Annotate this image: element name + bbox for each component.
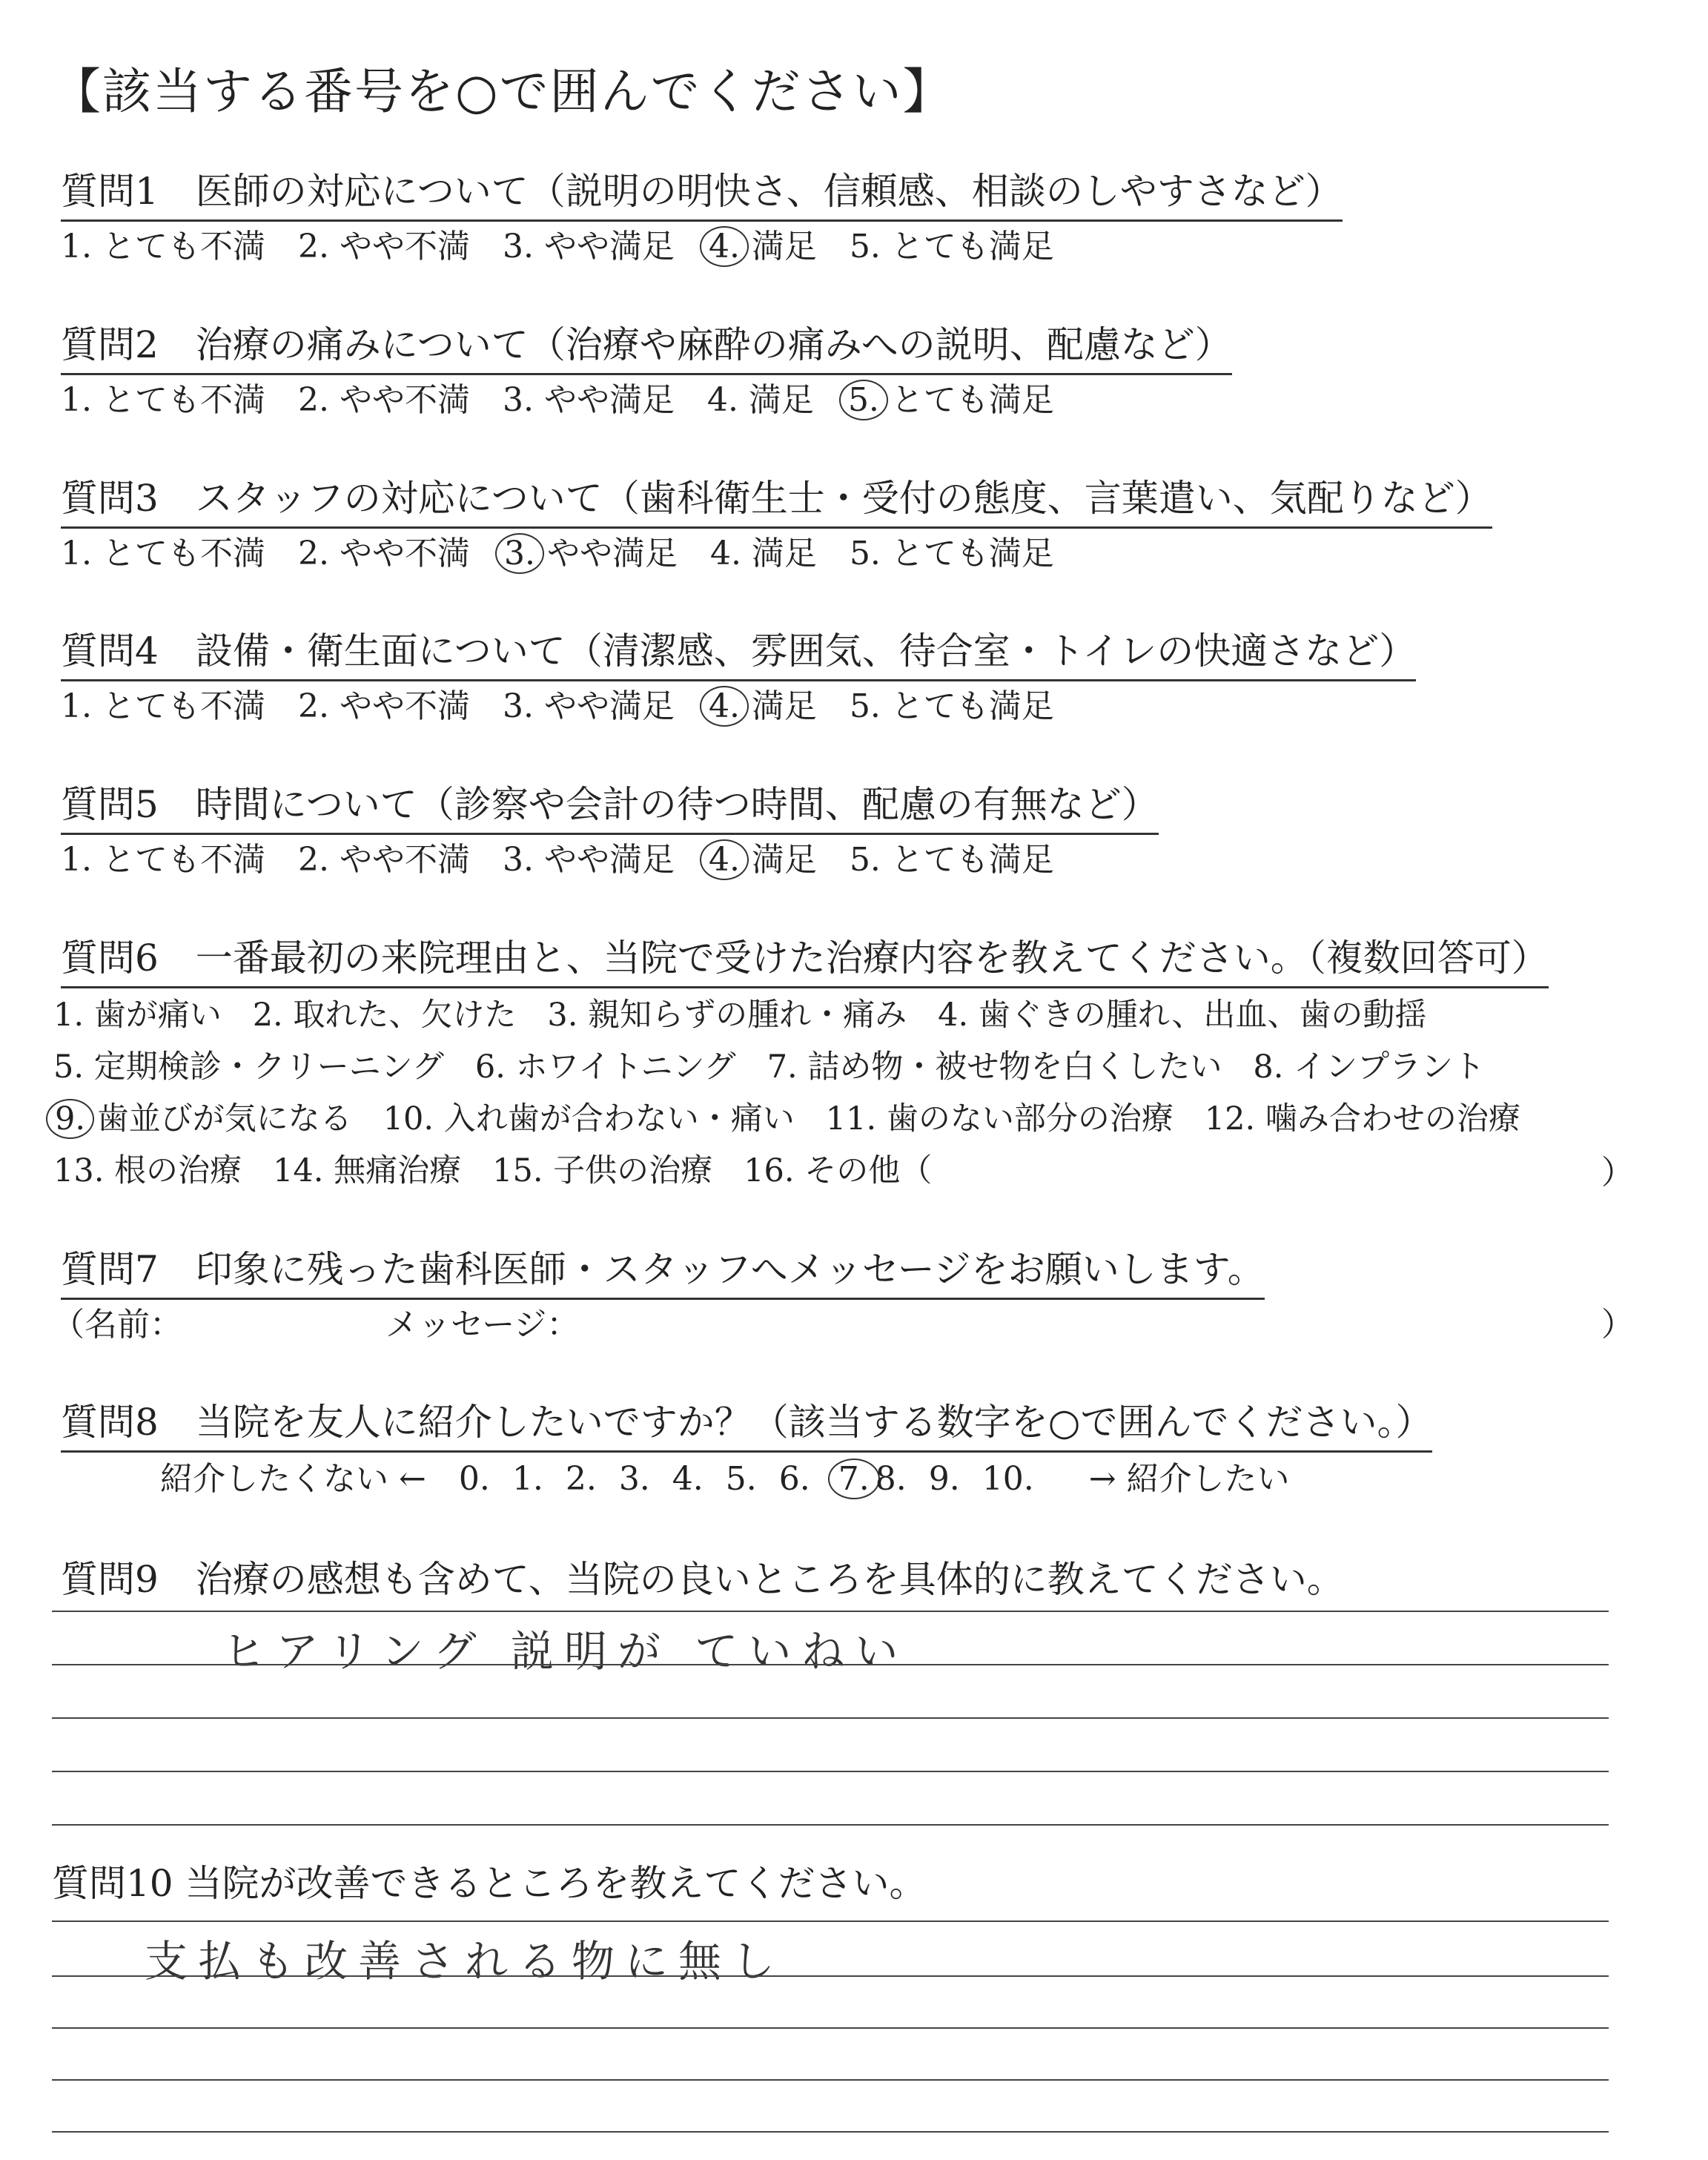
reason-option[interactable]: 1. 歯が痛い (53, 997, 222, 1034)
recommend-scale-value[interactable]: 1. (512, 1460, 543, 1498)
rating-option[interactable]: 3. やや満足 (502, 841, 675, 879)
rating-option[interactable]: 3. やや満足 (502, 381, 675, 419)
question-9-handwritten-answer: ヒアリング 説明が ていねい (222, 1626, 909, 1677)
question-6-label: 質問6 一番最初の来院理由と、当院で受けた治療内容を教えてください。（複数回答可） (61, 928, 1549, 988)
rating-option[interactable]: 5. とても満足 (849, 228, 1054, 265)
reason-option[interactable]: 8. インプラント (1253, 1048, 1486, 1086)
reason-option[interactable]: 10. 入れ歯が合わない・痛い (383, 1100, 795, 1137)
recommend-scale-value[interactable]: 6. (778, 1460, 810, 1498)
recommend-scale-value[interactable]: 4. (672, 1460, 704, 1498)
rating-option[interactable]: 1. とても不満 (61, 687, 265, 725)
question-8-left-label: 紹介したくない ← (160, 1460, 426, 1498)
reason-option[interactable]: 13. 根の治療 (53, 1152, 242, 1189)
question-3-label: 質問3 スタッフの対応について（歯科衛生士・受付の態度、言葉遣い、気配りなど） (61, 469, 1492, 529)
rating-option[interactable]: 3. やや満足 (502, 687, 675, 725)
reason-option[interactable]: 16. その他（ (744, 1152, 933, 1189)
recommend-scale-value[interactable]: 10. (982, 1460, 1034, 1498)
reason-option[interactable]: 9. 歯並びが気になる (53, 1094, 352, 1139)
question-7-label: 質問7 印象に残った歯科医師・スタッフへメッセージをお願いします。 (61, 1240, 1265, 1300)
answer-line (52, 1611, 1609, 1612)
rating-option[interactable]: 1. とても不満 (61, 535, 265, 572)
reason-option[interactable]: 3. 親知らずの腫れ・痛み (547, 997, 907, 1034)
reason-option[interactable]: 12. 噛み合わせの治療 (1204, 1100, 1520, 1137)
rating-option[interactable]: 2. やや不満 (297, 535, 470, 572)
answer-line (52, 1771, 1609, 1772)
rating-option[interactable]: 5. とても満足 (847, 373, 1054, 420)
rating-option[interactable]: 2. やや不満 (297, 687, 470, 725)
question-7-close-paren: ） (1601, 1306, 1634, 1344)
question-7-name-label: （名前： (52, 1306, 182, 1344)
answer-line (52, 1824, 1609, 1826)
question-10-handwritten-answer: 支払も改善される物に無し (145, 1936, 786, 1986)
question-6-row-1 (53, 990, 1457, 1035)
recommend-scale-value[interactable]: 2. (565, 1460, 597, 1498)
recommend-scale-value[interactable]: 0. (458, 1460, 490, 1498)
question-10-label: 質問10 当院が改善できるところを教えてください。 (52, 1862, 927, 1905)
recommend-scale-value[interactable]: 9. (928, 1460, 960, 1498)
answer-line (52, 2079, 1609, 2081)
reason-option[interactable]: 6. ホワイトニング (474, 1048, 736, 1086)
answer-line (52, 2027, 1609, 2029)
rating-option[interactable]: 5. とても満足 (849, 687, 1054, 725)
rating-option[interactable]: 1. とても不満 (61, 381, 265, 419)
question-5-label: 質問5 時間について（診察や会計の待つ時間、配慮の有無など） (61, 775, 1159, 835)
question-8-scale-values (459, 1460, 1056, 1498)
reason-option[interactable]: 14. 無痛治療 (273, 1152, 462, 1189)
question-4-label: 質問4 設備・衛生面について（清潔感、雰囲気、待合室・トイレの快適さなど） (61, 621, 1416, 681)
rating-option[interactable]: 4. 満足 (709, 535, 817, 572)
reason-option[interactable]: 11. 歯のない部分の治療 (825, 1100, 1174, 1137)
rating-option[interactable]: 2. やや不満 (297, 228, 470, 265)
rating-option[interactable]: 4. 満足 (706, 381, 814, 419)
recommend-scale-value[interactable]: 8. (875, 1460, 907, 1498)
question-3-options (61, 526, 1087, 574)
rating-option[interactable]: 5. とても満足 (849, 535, 1054, 572)
question-1-options (61, 219, 1087, 267)
answer-line (52, 2131, 1609, 2133)
question-6-row-3 (53, 1094, 1552, 1139)
recommend-scale-value[interactable]: 7. (828, 1459, 880, 1499)
reason-option[interactable]: 4. 歯ぐきの腫れ、出血、歯の動揺 (938, 997, 1427, 1034)
rating-option[interactable]: 4. 満足 (707, 679, 817, 727)
recommend-scale-value[interactable]: 5. (725, 1460, 757, 1498)
rating-option[interactable]: 4. 満足 (707, 219, 817, 267)
reason-option[interactable]: 15. 子供の治療 (492, 1152, 713, 1189)
answer-line (52, 1975, 1609, 1977)
recommend-scale-value[interactable]: 3. (618, 1460, 650, 1498)
reason-option[interactable]: 5. 定期検診・クリーニング (53, 1048, 444, 1086)
question-2-options (61, 373, 1087, 420)
question-8-label: 質問8 当院を友人に紹介したいですか？（該当する数字を○で囲んでください。） (61, 1393, 1432, 1453)
question-8-scale (160, 1452, 1312, 1499)
rating-option[interactable]: 2. やや不満 (297, 381, 470, 419)
answer-line (52, 1920, 1609, 1922)
question-7-message-label: メッセージ： (385, 1306, 580, 1344)
question-6-close-paren: ） (1601, 1154, 1634, 1192)
question-8-right-label: → 紹介したい (1088, 1460, 1290, 1498)
reason-option[interactable]: 7. 詰め物・被せ物を白くしたい (767, 1048, 1222, 1086)
rating-option[interactable]: 3. やや満足 (503, 526, 678, 574)
question-1-label: 質問1 医師の対応について（説明の明快さ、信頼感、相談のしやすさなど） (61, 162, 1343, 222)
rating-option[interactable]: 4. 満足 (707, 833, 817, 880)
rating-option[interactable]: 2. やや不満 (297, 841, 470, 879)
rating-option[interactable]: 1. とても不満 (61, 228, 265, 265)
answer-line (52, 1664, 1609, 1665)
rating-option[interactable]: 1. とても不満 (61, 841, 265, 879)
question-5-options (61, 833, 1087, 880)
question-2-label: 質問2 治療の痛みについて（治療や麻酔の痛みへの説明、配慮など） (61, 315, 1232, 375)
rating-option[interactable]: 5. とても満足 (849, 841, 1054, 879)
answer-line (52, 1717, 1609, 1719)
reason-option[interactable]: 2. 取れた、欠けた (252, 997, 517, 1034)
rating-option[interactable]: 3. やや満足 (502, 228, 675, 265)
question-6-row-4 (53, 1146, 963, 1191)
form-title: 【該当する番号を○で囲んでください】 (52, 63, 953, 120)
question-9-label: 質問9 治療の感想も含めて、当院の良いところを具体的に教えてください。 (61, 1558, 1344, 1601)
question-6-row-2 (53, 1042, 1516, 1087)
question-4-options (61, 679, 1087, 727)
